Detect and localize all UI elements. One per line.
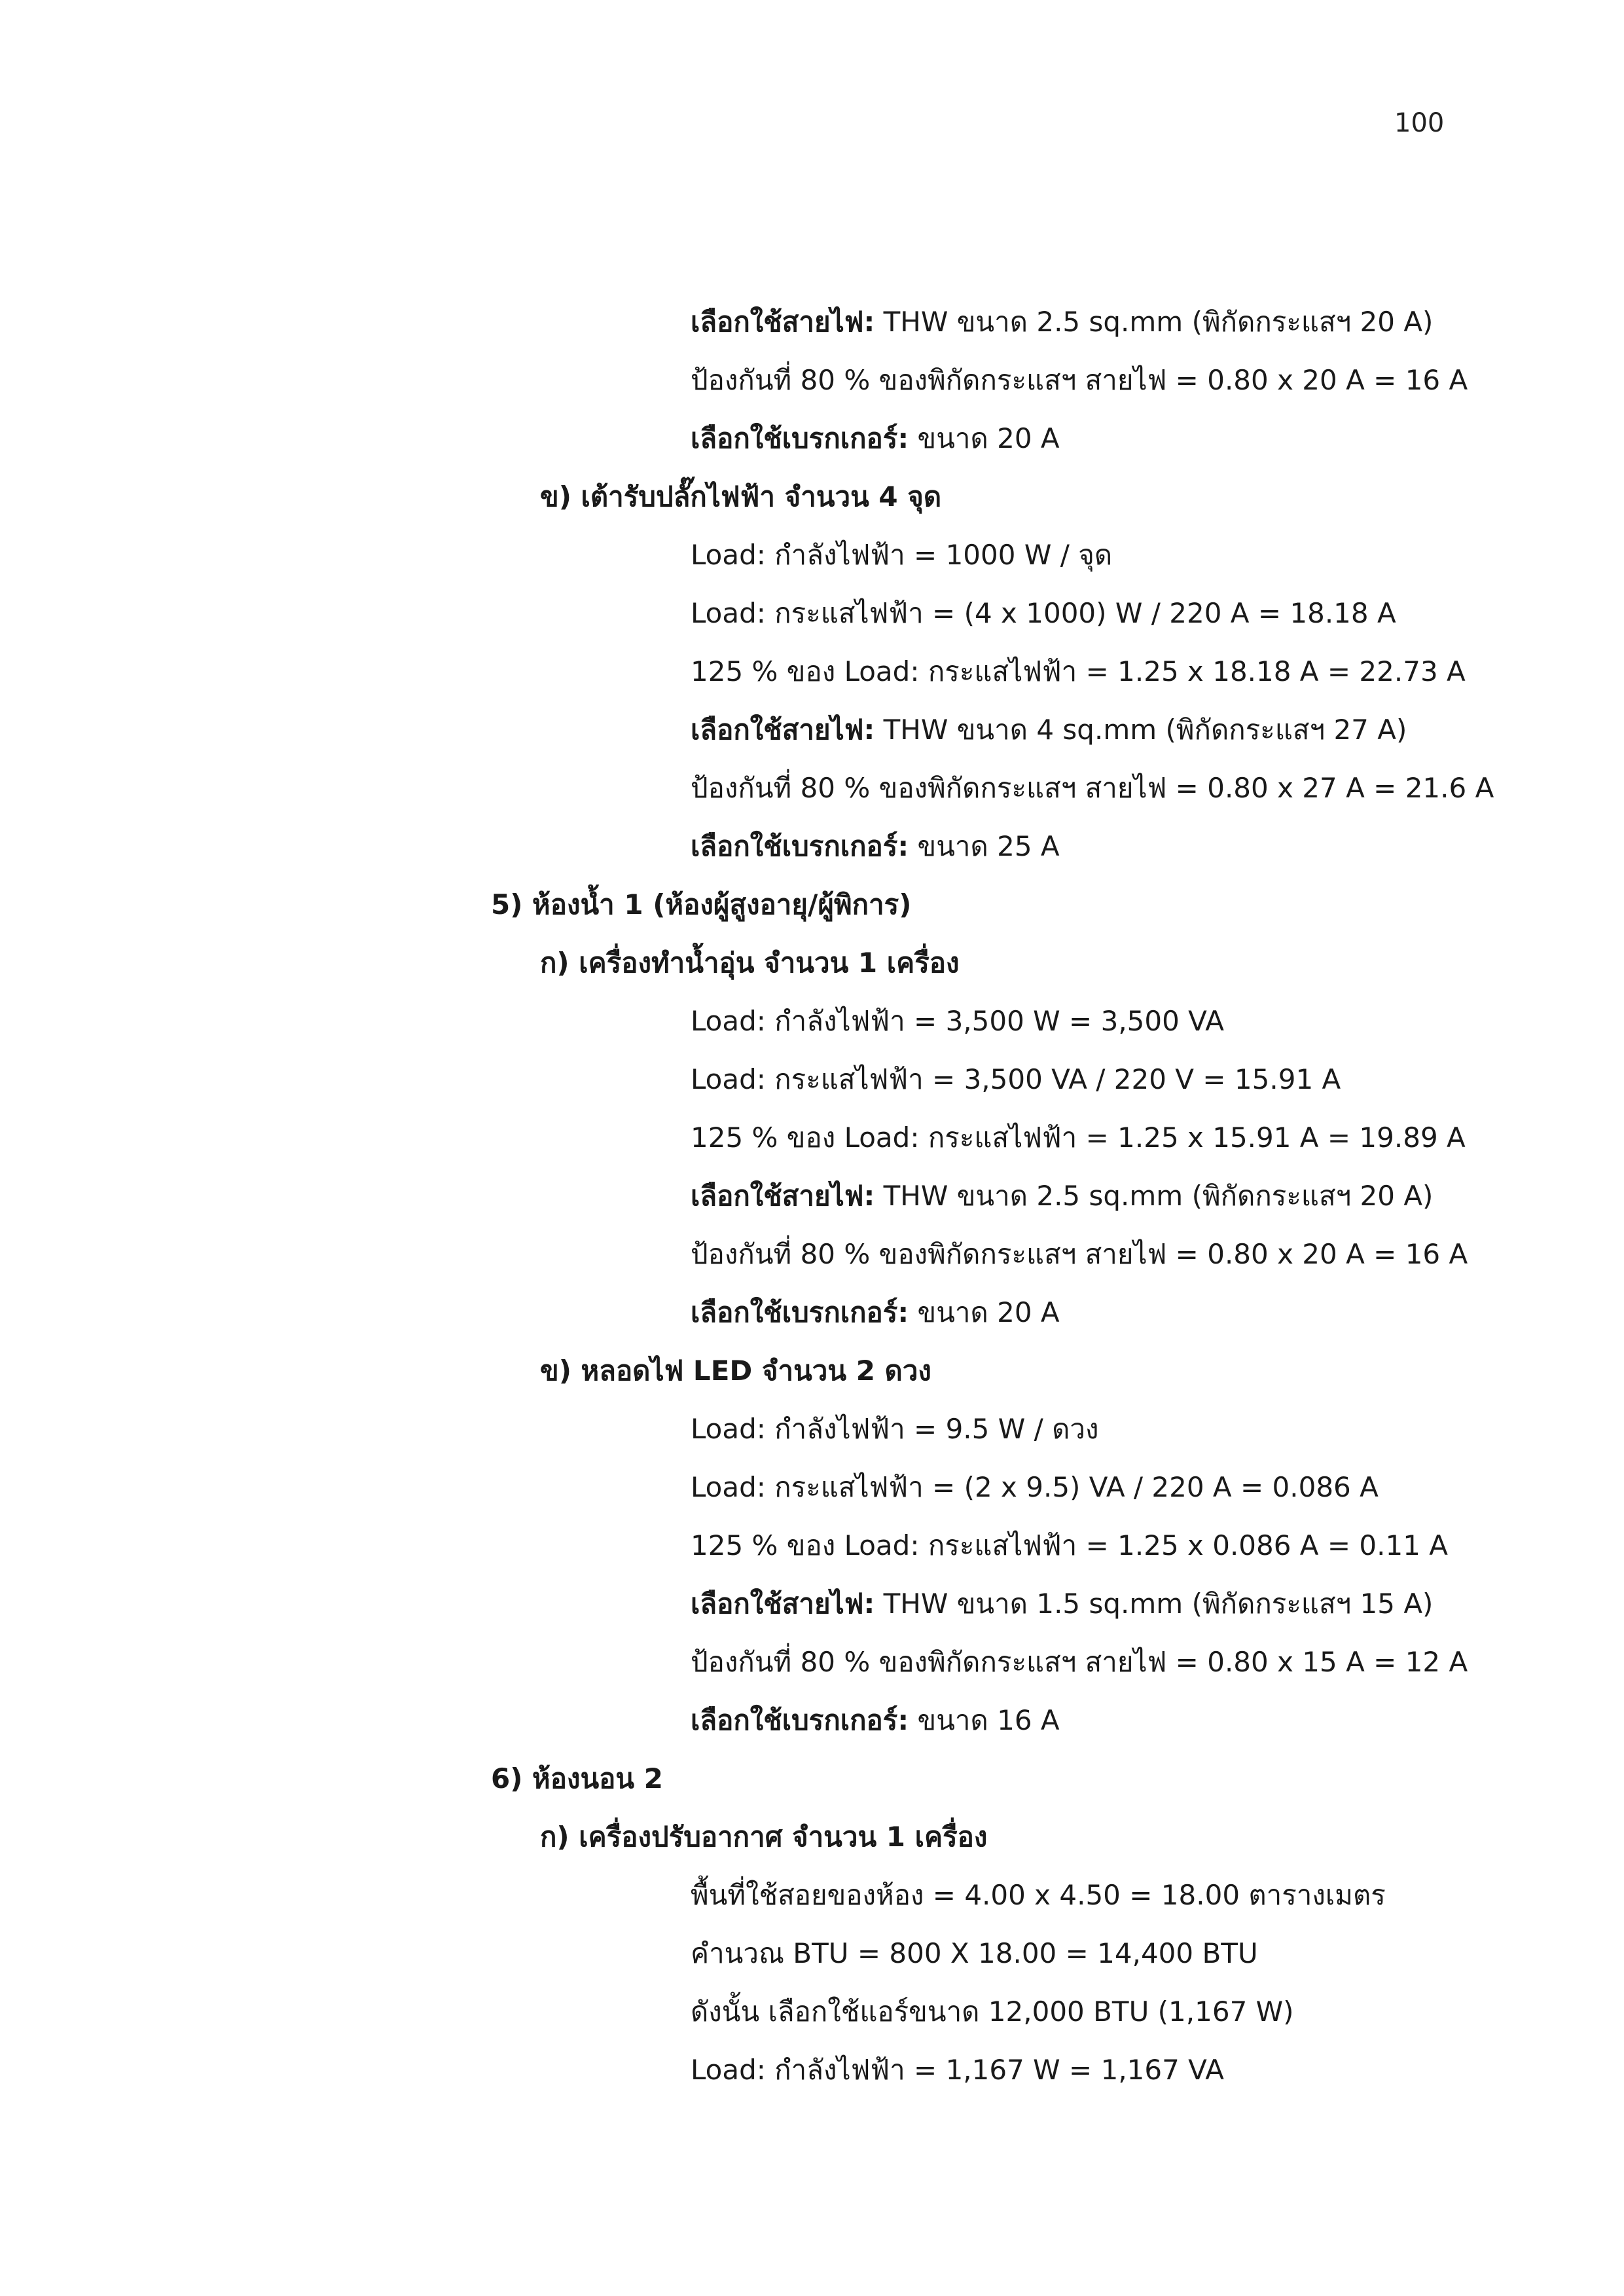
text-line: 125 % ของ Load: กระแสไฟฟ้า = 1.25 x 18.18 A = 22.73 A (691, 655, 1466, 687)
page-number: 100 (1394, 108, 1445, 138)
text-line: เลือกใช้สายไฟ: THW ขนาด 4 sq.mm (พิกัดกระแสฯ 27 A) (691, 714, 1407, 746)
text-line: เลือกใช้เบรกเกอร์: ขนาด 20 A (691, 1296, 1060, 1328)
section-heading: 5) ห้องน้ำ 1 (ห้องผู้สูงอายุ/ผู้พิการ) (491, 888, 912, 920)
text-line: ป้องกันที่ 80 % ของพิกัดกระแสฯ สายไฟ = 0.80 x 27 A = 21.6 A (691, 772, 1494, 804)
text-line: Load: กำลังไฟฟ้า = 3,500 W = 3,500 VA (691, 1005, 1224, 1037)
text-line: 125 % ของ Load: กระแสไฟฟ้า = 1.25 x 15.91 A = 19.89 A (691, 1121, 1466, 1154)
text-line: คำนวณ BTU = 800 X 18.00 = 14,400 BTU (691, 1937, 1258, 1969)
sub-heading: ข) เต้ารับปลั๊กไฟฟ้า จำนวน 4 จุด (540, 481, 942, 513)
sub-heading: ก) เครื่องปรับอากาศ จำนวน 1 เครื่อง (540, 1821, 988, 1853)
text-line: Load: กำลังไฟฟ้า = 9.5 W / ดวง (691, 1413, 1099, 1445)
text-line: Load: กำลังไฟฟ้า = 1000 W / จุด (691, 539, 1113, 571)
text-line: ป้องกันที่ 80 % ของพิกัดกระแสฯ สายไฟ = 0.80 x 20 A = 16 A (691, 364, 1468, 396)
text-line: Load: กระแสไฟฟ้า = (4 x 1000) W / 220 A = 18.18 A (691, 597, 1396, 629)
text-line: ป้องกันที่ 80 % ของพิกัดกระแสฯ สายไฟ = 0.80 x 15 A = 12 A (691, 1646, 1468, 1678)
sub-heading: ก) เครื่องทำน้ำอุ่น จำนวน 1 เครื่อง (540, 947, 960, 979)
sub-heading: ข) หลอดไฟ LED จำนวน 2 ดวง (540, 1355, 931, 1387)
section-heading: 6) ห้องนอน 2 (491, 1762, 663, 1795)
text-line: เลือกใช้เบรกเกอร์: ขนาด 20 A (691, 422, 1060, 454)
text-line: ดังนั้น เลือกใช้แอร์ขนาด 12,000 BTU (1,167 W) (691, 1995, 1294, 2028)
text-line: เลือกใช้สายไฟ: THW ขนาด 2.5 sq.mm (พิกัดกระแสฯ 20 A) (691, 1180, 1434, 1212)
text-line: Load: กระแสไฟฟ้า = (2 x 9.5) VA / 220 A = 0.086 A (691, 1471, 1379, 1503)
text-line: Load: กำลังไฟฟ้า = 1,167 W = 1,167 VA (691, 2054, 1224, 2086)
text-line: 125 % ของ Load: กระแสไฟฟ้า = 1.25 x 0.086 A = 0.11 A (691, 1529, 1449, 1561)
text-line: พื้นที่ใช้สอยของห้อง = 4.00 x 4.50 = 18.00 ตารางเมตร (691, 1879, 1386, 1911)
text-line: Load: กระแสไฟฟ้า = 3,500 VA / 220 V = 15.91 A (691, 1063, 1341, 1095)
text-line: เลือกใช้เบรกเกอร์: ขนาด 16 A (691, 1704, 1060, 1736)
text-line: เลือกใช้สายไฟ: THW ขนาด 1.5 sq.mm (พิกัดกระแสฯ 15 A) (691, 1588, 1434, 1620)
text-line: เลือกใช้สายไฟ: THW ขนาด 2.5 sq.mm (พิกัดกระแสฯ 20 A) (691, 306, 1434, 338)
text-line: เลือกใช้เบรกเกอร์: ขนาด 25 A (691, 830, 1060, 862)
text-line: ป้องกันที่ 80 % ของพิกัดกระแสฯ สายไฟ = 0.80 x 20 A = 16 A (691, 1238, 1468, 1270)
